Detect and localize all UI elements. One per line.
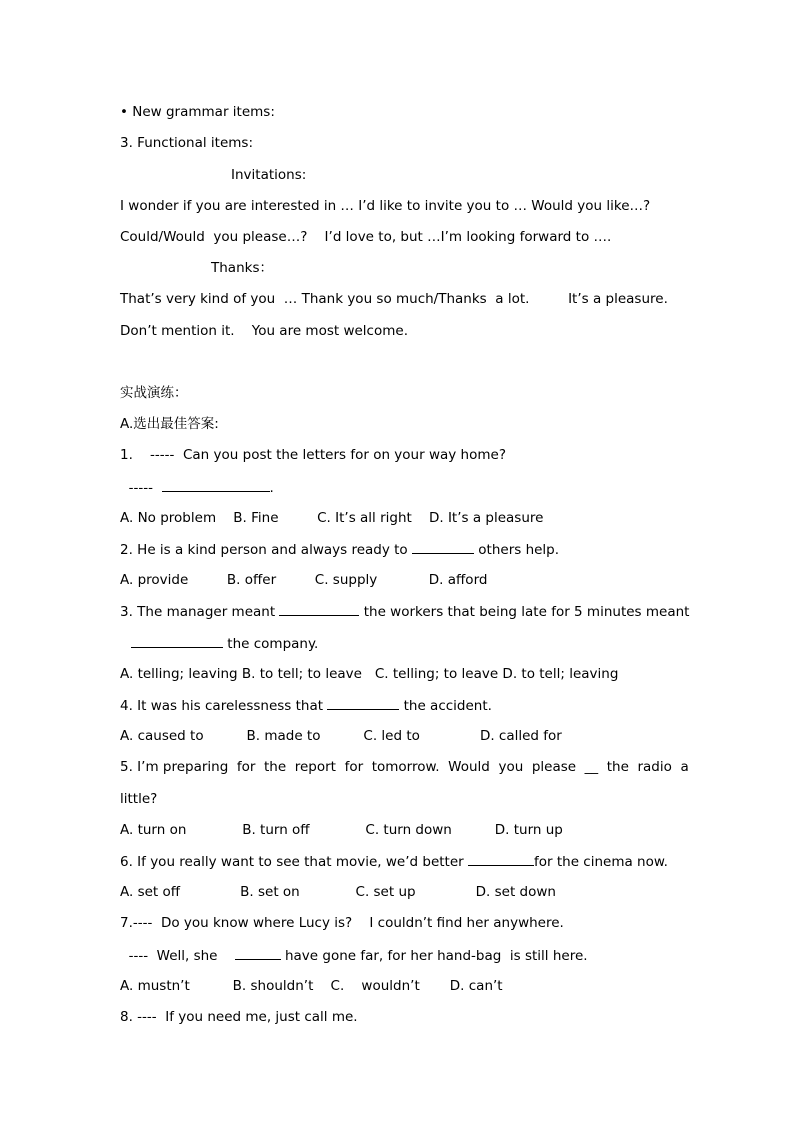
question-4-stem: 4. It was his carelessness that bbox=[120, 698, 328, 714]
invitation-phrases-2: Could/Would you please…? I’d love to, but …I’m looking forward to …. bbox=[120, 229, 612, 245]
answer-blank bbox=[279, 601, 359, 616]
question-7-end: have gone far, for her hand-bag is still here. bbox=[280, 948, 588, 964]
question-1-response-lead: ----- bbox=[120, 480, 162, 496]
answer-blank bbox=[412, 539, 474, 554]
question-5: 5. I’m preparing for the report for tomorrow. Would you please __ the radio a bbox=[120, 759, 689, 775]
invitation-phrases-1: I wonder if you are interested in … I’d like to invite you to … Would you like…? bbox=[120, 198, 651, 214]
question-6-options: A. set off B. set on C. set up D. set down bbox=[120, 884, 556, 900]
answer-blank bbox=[162, 477, 270, 492]
question-1: 1. ----- Can you post the letters for on your way home? bbox=[120, 447, 506, 463]
question-3-stem: 3. The manager meant bbox=[120, 604, 280, 620]
question-2-end: others help. bbox=[473, 542, 560, 558]
grammar-heading: • New grammar items: bbox=[120, 104, 275, 120]
section-a-heading: A.选出最佳答案: bbox=[120, 416, 219, 432]
question-1-response bbox=[120, 477, 274, 498]
practice-heading: 实战演练： bbox=[120, 385, 188, 401]
question-2 bbox=[120, 539, 559, 560]
question-3-options: A. telling; leaving B. to tell; to leave C. telling; to leave D. to tell; leaving bbox=[120, 666, 619, 682]
question-2-stem: 2. He is a kind person and always ready to bbox=[120, 542, 412, 558]
thanks-heading: Thanks： bbox=[211, 260, 273, 276]
question-4 bbox=[120, 695, 492, 716]
question-2-options: A. provide B. offer C. supply D. afford bbox=[120, 572, 488, 588]
question-1-options: A. No problem B. Fine C. It’s all right D. It’s a pleasure bbox=[120, 510, 544, 526]
answer-blank bbox=[468, 851, 534, 866]
answer-blank bbox=[235, 945, 281, 960]
thanks-phrases-1: That’s very kind of you … Thank you so much/Thanks a lot. It’s a pleasure. bbox=[120, 291, 668, 307]
question-3 bbox=[120, 601, 689, 622]
question-7-options: A. mustn’t B. shouldn’t C. wouldn’t D. can’t bbox=[120, 978, 503, 994]
question-3-end: the company. bbox=[223, 636, 319, 652]
question-6-stem: 6. If you really want to see that movie, we’d better bbox=[120, 854, 468, 870]
question-1-end: . bbox=[269, 480, 274, 496]
answer-blank bbox=[327, 695, 399, 710]
answer-blank bbox=[131, 633, 223, 648]
functional-heading: 3. Functional items: bbox=[120, 135, 253, 151]
question-4-end: the accident. bbox=[399, 698, 492, 714]
question-5-options: A. turn on B. turn off C. turn down D. turn up bbox=[120, 822, 563, 838]
question-7-response-lead: ---- Well, she bbox=[120, 948, 235, 964]
thanks-phrases-2: Don’t mention it. You are most welcome. bbox=[120, 323, 408, 339]
question-6-end: for the cinema now. bbox=[534, 854, 668, 870]
question-3-continued bbox=[131, 633, 318, 654]
invitations-heading: Invitations: bbox=[231, 167, 307, 183]
question-5-continued: little? bbox=[120, 791, 158, 807]
question-7: 7.---- Do you know where Lucy is? I couldn’t find her anywhere. bbox=[120, 915, 564, 931]
question-4-options: A. caused to B. made to C. led to D. called for bbox=[120, 728, 562, 744]
question-7-response bbox=[120, 945, 588, 966]
question-8: 8. ---- If you need me, just call me. bbox=[120, 1009, 358, 1025]
question-6 bbox=[120, 851, 668, 872]
question-3-mid: the workers that being late for 5 minutes meant bbox=[359, 604, 690, 620]
